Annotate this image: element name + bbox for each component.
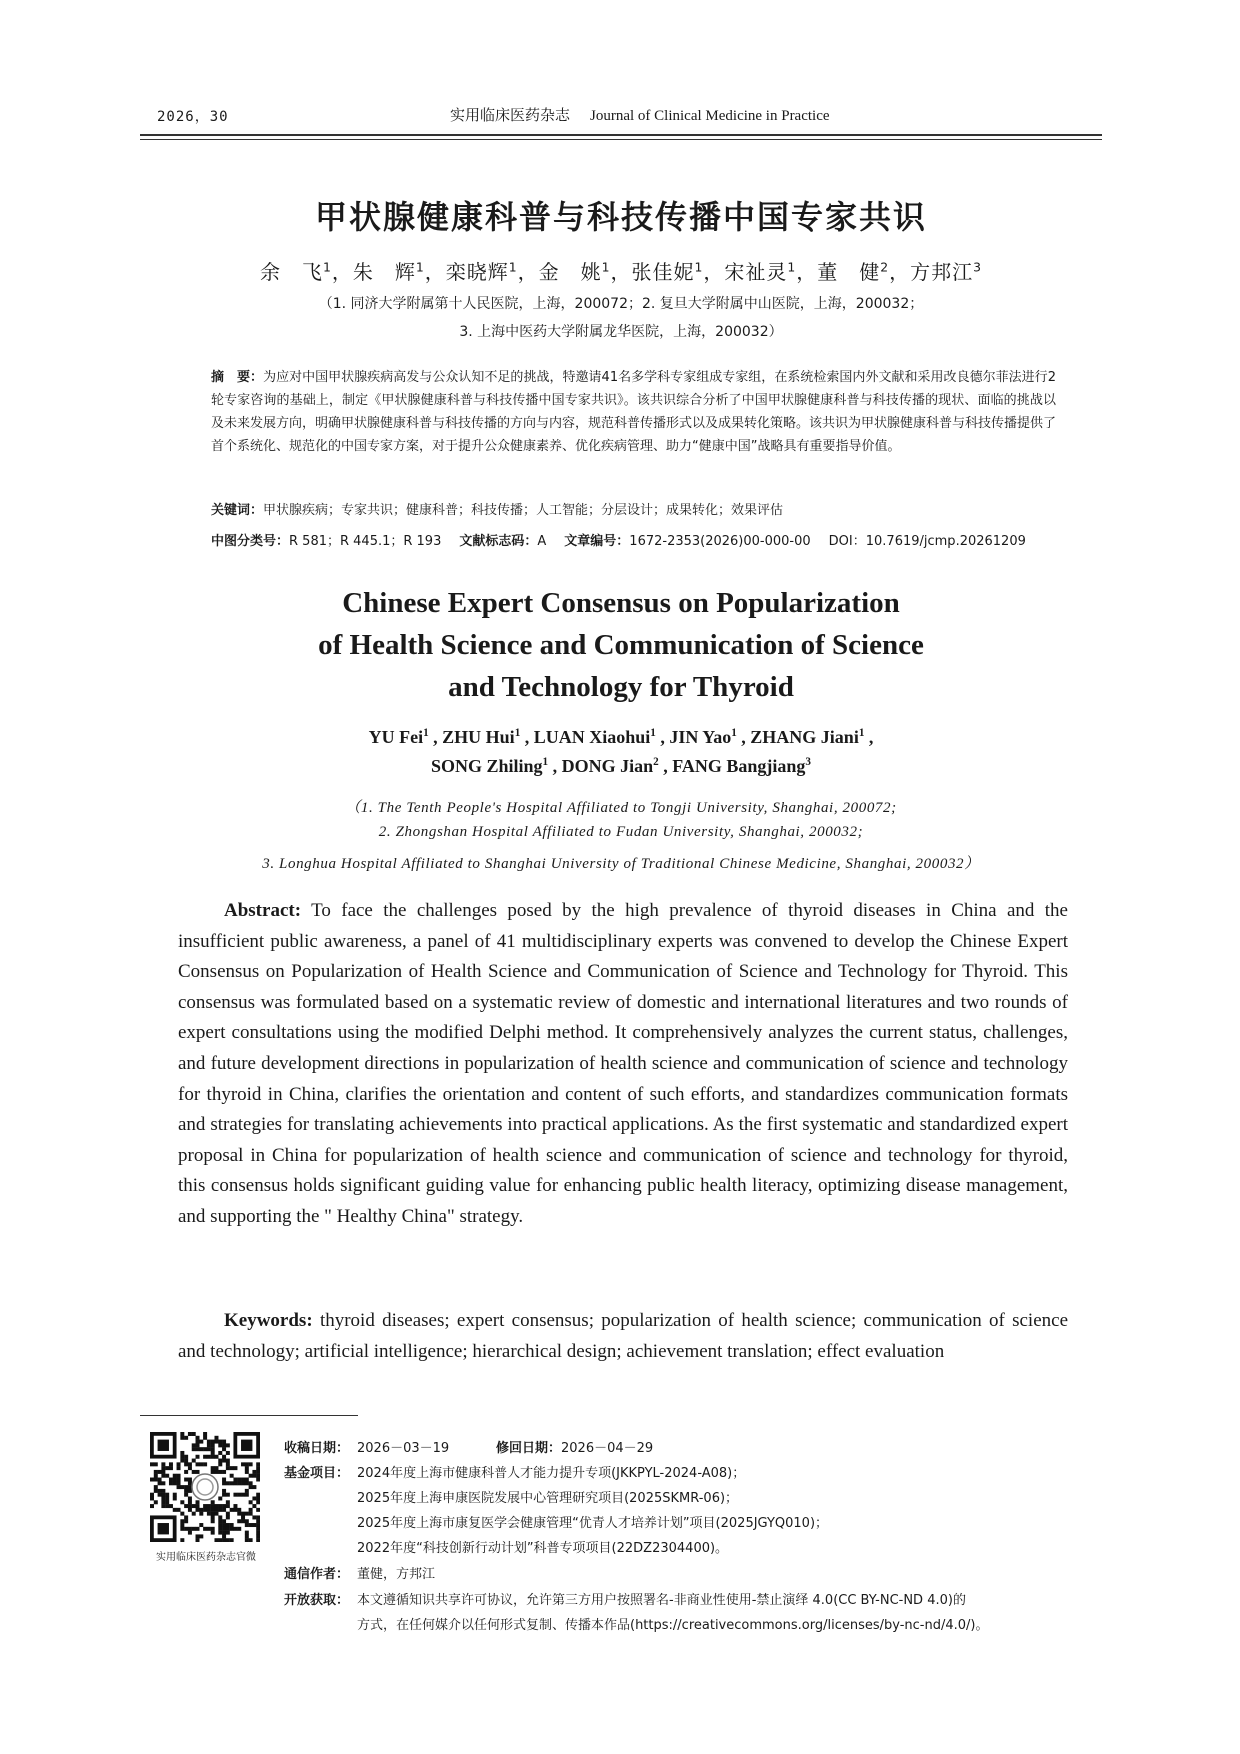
author-name: JIN Yao <box>669 727 732 747</box>
funding-item: 2024年度上海市健康科普人才能力提升专项(JKKPYL-2024-A08)； <box>357 1466 746 1481</box>
open-access-text-line-1: 本文遵循知识共享许可协议，允许第三方用户按照署名-非商业性使用-禁止演绎 4.0(CC BY-NC-ND 4.0)的 <box>357 1593 966 1608</box>
clc-label: 中图分类号： <box>211 534 290 549</box>
affiliation-marker: 2 <box>653 756 659 768</box>
author-separator: ， <box>610 260 632 284</box>
author-name: 金 姚 <box>538 260 602 284</box>
classification-line <box>211 530 1081 549</box>
journal-name <box>450 104 830 125</box>
affiliation-marker: 1 <box>542 756 549 768</box>
footnote-rule <box>140 1415 358 1416</box>
author-name: 余 飞 <box>259 260 323 284</box>
affiliation-marker: 1 <box>514 727 521 739</box>
chinese-affiliation-line-2: 3. 上海中医药大学附属龙华医院，上海，200032） <box>459 324 783 340</box>
author-separator: ， <box>517 260 539 284</box>
author-name: 朱 辉 <box>352 260 416 284</box>
english-author-list-line-1: YU Fei$^1$ , ZHU Hui$^1$ , LUAN Xiaohui$^1$ , JIN Yao$^1$ , ZHANG Jiani$^1$ , <box>368 727 874 747</box>
qr-code-icon <box>150 1432 260 1542</box>
author-separator: , <box>736 727 751 747</box>
author-name: 董 健 <box>817 260 881 284</box>
english-affiliation-line-2: 2. Zhongshan Hospital Affiliated to Fudan University, Shanghai, 200032; <box>378 824 864 840</box>
qr-code[interactable] <box>150 1432 260 1542</box>
author-separator: , <box>548 756 562 776</box>
doi-label: DOI： <box>828 534 866 549</box>
revised-date <box>496 1437 653 1456</box>
chinese-abstract <box>211 366 1056 458</box>
funding-label: 基金项目： <box>284 1466 350 1481</box>
doi-value[interactable]: 10.7619/jcmp.20261209 <box>865 534 1026 549</box>
english-keywords-text: thyroid diseases; expert consensus; popularization of health science; communication of science and technology; artificial intelligence; hierarchical design; achievement translation; effect evaluation <box>178 1310 1069 1362</box>
english-affiliation-line-1: （1. The Tenth People's Hospital Affiliated to Tongji University, Shanghai, 200072; <box>345 800 897 816</box>
received-date-value: 2026－03－19 <box>357 1441 450 1456</box>
chinese-keywords-label: 关键词： <box>211 503 264 518</box>
revised-date-value: 2026－04－29 <box>561 1441 654 1456</box>
author-name: ZHU Hui <box>442 727 515 747</box>
chinese-abstract-text: 为应对中国甲状腺疾病高发与公众认知不足的挑战，特邀请41名多学科专家组成专家组，在系统检索国内外文献和采用改良德尔菲法进行2轮专家咨询的基础上，制定《甲状腺健康科普与科技传播中国专家共识》。该共识综合分析了中国甲状腺健康科普与科技传播的现状、面临的挑战以及未来发展方向，明确甲状腺健康科普与科技传播的方向与内容，规范科普传播形式以及成果转化策略。该共识为甲状腺健康科普与科技传播提供了首个系统化、规范化的中国专家方案，对于提升公众健康素养、优化疾病管理、助力“健康中国”战略具有重要指导价值。 <box>211 370 1057 454</box>
doc-code-value: A <box>537 534 547 549</box>
author-separator: ， <box>331 260 353 284</box>
revised-date-label: 修回日期： <box>496 1441 562 1456</box>
english-title-line-3: and Technology for Thyroid <box>448 671 794 703</box>
journal-name-en: Journal of Clinical Medicine in Practice <box>590 108 830 124</box>
author-name: 张佳妮 <box>631 260 695 284</box>
funding-item: 2022年度“科技创新行动计划”科普专项项目(22DZ2304400)。 <box>357 1541 729 1556</box>
author-name: 方邦江 <box>910 260 974 284</box>
english-abstract-label: Abstract: <box>224 900 302 921</box>
english-title <box>140 582 1102 708</box>
affiliation-marker: 3 <box>973 259 983 275</box>
clc-value: R 581；R 445.1；R 193 <box>289 534 442 549</box>
author-name: LUAN Xiaohui <box>533 727 651 747</box>
article-no-label: 文章编号： <box>564 534 630 549</box>
open-access-text-line-2: 方式，在任何媒介以任何形式复制、传播本作品(https://creativecommons.org/licenses/by-nc-nd/4.0/)。 <box>357 1618 989 1633</box>
english-keywords <box>178 1306 1068 1367</box>
author-separator: , <box>520 727 534 747</box>
english-affiliation-line-3: 3. Longhua Hospital Affiliated to Shanghai University of Traditional Chinese Medicine, Shanghai, 200032） <box>262 856 980 872</box>
english-title-line-2: of Health Science and Communication of Science <box>318 629 924 661</box>
affiliation-marker: 1 <box>731 727 737 739</box>
chinese-title: 甲状腺健康科普与科技传播中国专家共识 <box>314 198 927 236</box>
issue-number: 2026，30 <box>157 109 229 125</box>
funding-item: 2025年度上海市康复医学会健康管理“优青人才培养计划”项目(2025JGYQ010)； <box>357 1516 829 1531</box>
chinese-abstract-label: 摘 要： <box>211 370 264 385</box>
open-access-label: 开放获取： <box>284 1593 350 1608</box>
chinese-author-list <box>140 256 1102 285</box>
affiliation-marker: 1 <box>423 727 429 739</box>
affiliation-marker: 2 <box>880 259 890 275</box>
affiliation-marker: 3 <box>805 756 811 768</box>
affiliation-marker: 1 <box>508 259 518 275</box>
qr-code-caption: 实用临床医药杂志官微 <box>156 1552 256 1563</box>
journal-name-zh: 实用临床医药杂志 <box>450 106 571 124</box>
corresponding-author-label: 通信作者： <box>284 1567 350 1582</box>
affiliation-marker: 1 <box>858 727 865 739</box>
author-separator: ， <box>889 260 911 284</box>
chinese-affiliation-line-1: （1. 同济大学附属第十人民医院，上海，200072；2. 复旦大学附属中山医院，上海，200032； <box>318 296 924 312</box>
header-rule-thick <box>140 134 1102 136</box>
author-separator: ， <box>703 260 725 284</box>
author-name: DONG Jian <box>561 756 654 776</box>
author-separator: ， <box>424 260 446 284</box>
affiliation-marker: 1 <box>787 259 797 275</box>
corresponding-author-value: 董健，方邦江 <box>357 1567 436 1582</box>
chinese-keywords-text: 甲状腺疾病；专家共识；健康科普；科技传播；人工智能；分层设计；成果转化；效果评估 <box>263 503 784 518</box>
affiliation-marker: 1 <box>601 259 611 275</box>
affiliation-marker: 1 <box>415 259 425 275</box>
author-name: SONG Zhiling <box>431 756 543 776</box>
author-name: YU Fei <box>368 727 424 747</box>
english-abstract <box>178 896 1068 1233</box>
received-date-label: 收稿日期： <box>284 1441 350 1456</box>
article-no-value: 1672-2353(2026)00-000-00 <box>629 534 811 549</box>
affiliation-marker: 1 <box>322 259 332 275</box>
running-header <box>140 104 1100 130</box>
author-name: ZHANG Jiani <box>750 727 859 747</box>
author-separator: , <box>658 756 673 776</box>
affiliation-marker: 1 <box>650 727 656 739</box>
english-keywords-label: Keywords: <box>224 1310 313 1331</box>
author-separator: , <box>428 727 443 747</box>
author-separator: ， <box>796 260 818 284</box>
author-name: 宋祉灵 <box>724 260 788 284</box>
author-name: 栾晓辉 <box>445 260 509 284</box>
english-title-line-1: Chinese Expert Consensus on Popularization <box>342 587 900 619</box>
english-author-list-line-2 <box>140 756 1102 777</box>
affiliation-marker: 1 <box>694 259 704 275</box>
header-rule-thin <box>140 139 1102 140</box>
chinese-keywords <box>211 499 1081 518</box>
author-separator: , <box>655 727 670 747</box>
doc-code-label: 文献标志码： <box>459 534 538 549</box>
author-name: FANG Bangjiang <box>672 756 806 776</box>
english-abstract-text: To face the challenges posed by the high prevalence of thyroid diseases in China and the insufficient public awareness, a panel of 41 multidisciplinary experts was convened to develop the Chinese Expert Consensus on Popularization of Health Science and Communication of Science and Technology for Thyroid. This consensus was formulated based on a systematic review of domestic and international literatures and two rounds of expert consultations using the modified Delphi method. It comprehensively analyzes the current status, challenges, and future development directions in popularization of health science and communication of science and technology for thyroid in China, clarifies the orientation and content of such efforts, and standardizes communication formats and strategies for translating achievements into practical applications. As the first systematic and standardized expert proposal in China for popularization of health science and communication of science and technology for thyroid, this consensus holds significant guiding value for enhancing public health literacy, optimizing disease management, and supporting the " Healthy China" strategy. <box>178 900 1068 1227</box>
funding-item: 2025年度上海申康医院发展中心管理研究项目(2025SKMR-06)； <box>357 1491 739 1506</box>
